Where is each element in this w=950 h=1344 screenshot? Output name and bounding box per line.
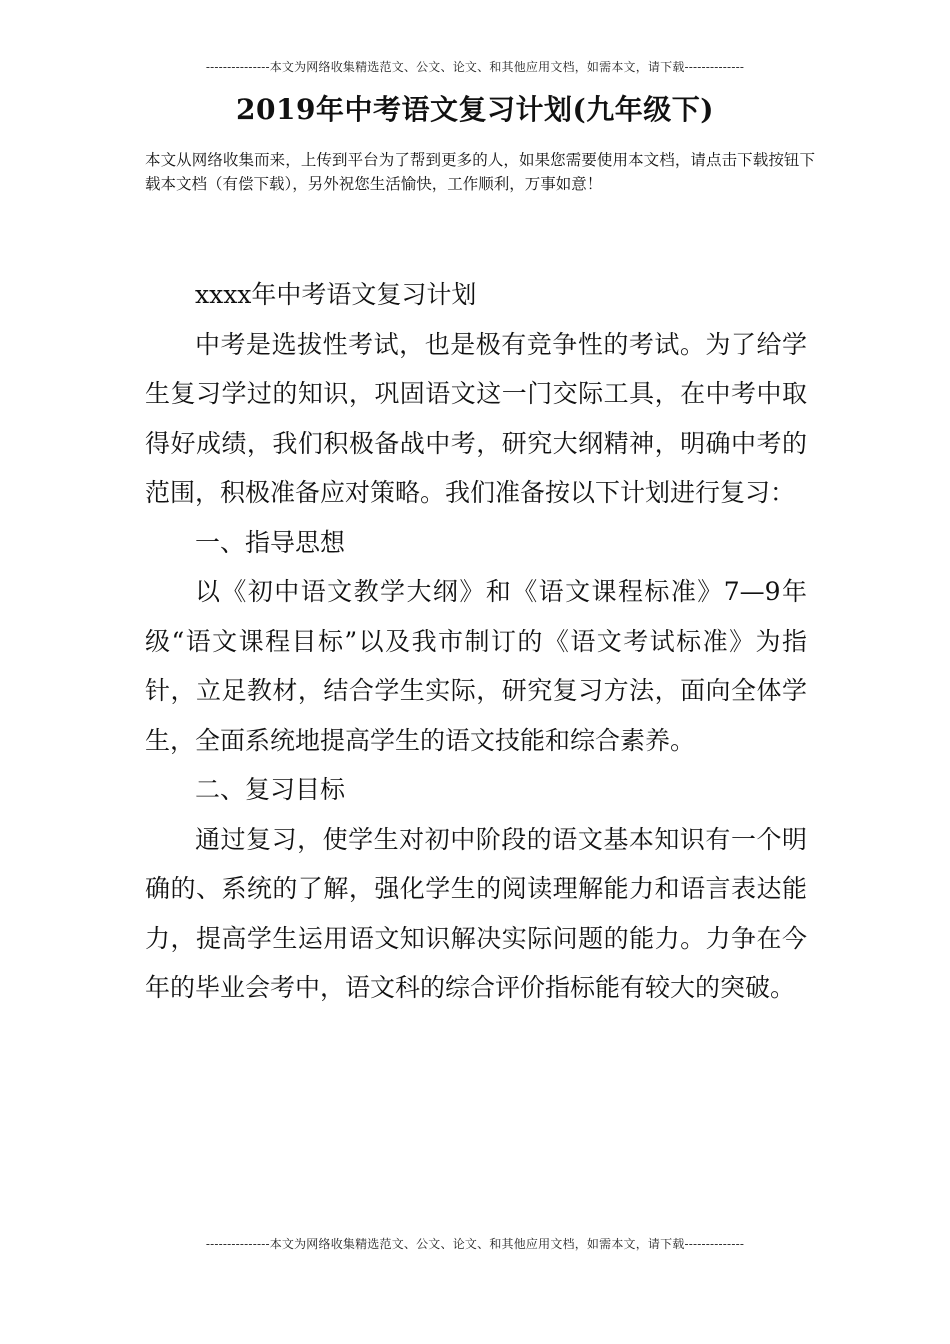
intro-note: 本文从网络收集而来，上传到平台为了帮到更多的人，如果您需要使用本文档，请点击下载按钮下载本文档（有偿下载），另外祝您生活愉快，工作顺利，万事如意！ (145, 151, 815, 193)
section-heading-review-goals: 二、复习目标 (195, 775, 346, 804)
section-text-guiding-ideology: 以《初中语文教学大纲》和《语文课程标准》7—9年级“语文课程目标”以及我市制订的《语文考试标准》为指针，立足教材，结合学生实际，研究复习方法，面向全体学生，全面系统地提高学生的语文技能和综合素养。 (145, 577, 807, 755)
document-title: 2019年中考语文复习计划(九年级下) (236, 93, 714, 126)
plan-subtitle: xxxx年中考语文复习计划 (195, 280, 477, 309)
header-notice: ---------------本文为网络收集精选范文、公文、论文、和其他应用文档，如需本文，请下载-------------- (205, 60, 745, 74)
section-heading-guiding-ideology: 一、指导思想 (195, 527, 346, 557)
footer-notice: ---------------本文为网络收集精选范文、公文、论文、和其他应用文档，如需本文，请下载-------------- (205, 1237, 745, 1251)
document-body (145, 270, 807, 1013)
section-text-review-goals: 通过复习，使学生对初中阶段的语文基本知识有一个明确的、系统的了解，强化学生的阅读理解能力和语言表达能力，提高学生运用语文知识解决实际问题的能力。力争在今年的毕业会考中，语文科的综合评价指标能有较大的突破。 (145, 824, 807, 1002)
intro-paragraph: 中考是选拔性考试，也是极有竞争性的考试。为了给学生复习学过的知识，巩固语文这一门交际工具，在中考中取得好成绩，我们积极备战中考，研究大纲精神，明确中考的范围，积极准备应对策略。我们准备按以下计划进行复习： (145, 329, 807, 507)
